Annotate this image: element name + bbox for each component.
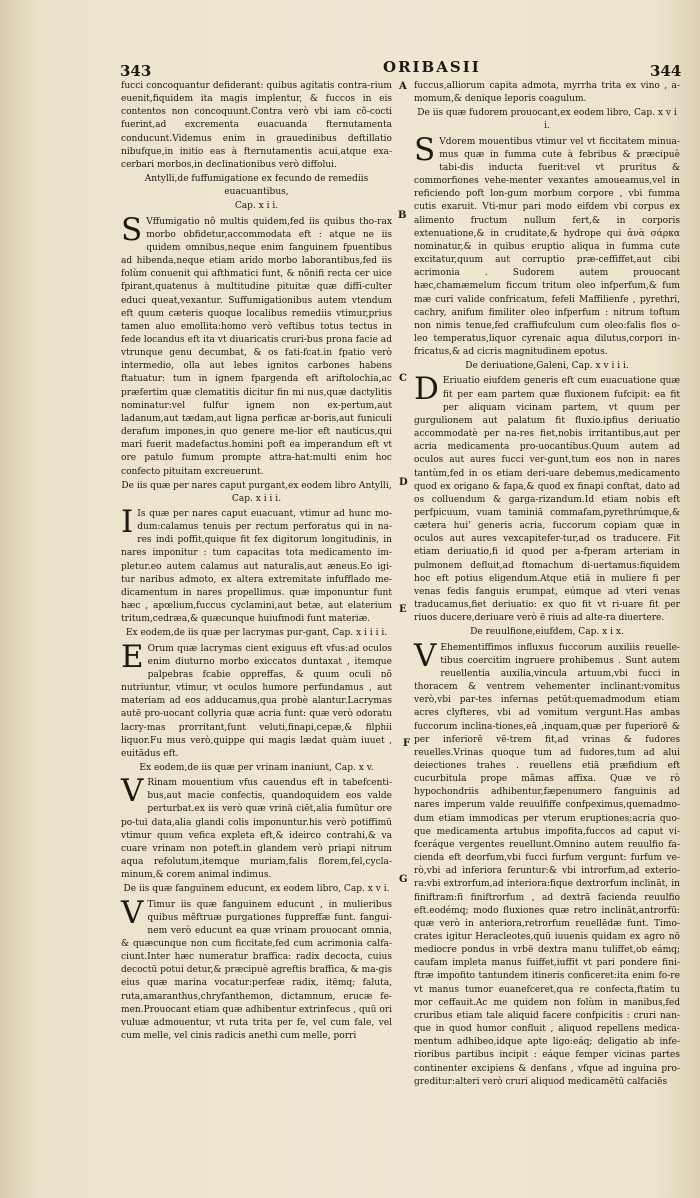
running-head: ORIBASII	[383, 58, 481, 76]
section-heading-nares: De iis quæ per nares caput purgant,ex eodem libro Antylli, Cap. x i i i.	[121, 480, 392, 504]
drop-cap-v: V	[121, 773, 144, 810]
section-heading-suffumigation: Antylli,de fuffumigatione ex fecundo de remediis euacuantibus,	[144, 174, 369, 198]
drop-cap-d: D	[414, 371, 439, 408]
paragraph-vrinam: Rinam mouentium vfus cauendus eft in tabefcenti-bus,aut macie confectis, quandoquidem eos valde perturbat.ex iis verò quæ vrinā ciēt,alia fumūtur ore po-tui data,alia glandi colis imponuntur.his verò potiffimū vtimur quum vefica expleta eft,& ideirco contrahi,& va cuare vrinam non poteft.in glandem verò priapi nitrum aqua refolutum,itemque muriam,falis florem,fel,cycla-minum,& corem animal indimus.	[121, 778, 392, 881]
drop-cap-v3: V	[414, 637, 437, 674]
section-heading-vrinam: Ex eodem,de iis quæ per vrinam inaniunt, Cap. x v.	[139, 762, 374, 773]
drop-cap-v2: V	[121, 894, 144, 931]
margin-letter-e: E	[399, 604, 407, 615]
margin-letter-c: C	[399, 373, 407, 384]
left-intro-paragraph: fucci concoquantur defiderant: quibus agitatis contra-rium euenit,fiquidem ita magis implentur, & fuccos in eis contentos non concoquunt.Contra verò vbi iam cõ-cocti fuerint,ad excrementa euacuanda fternutamenta conducunt.Videmus enim in grauedinibus deftillatio nibufque,in initio eas à fternutamentis acui,atque exa-cerbari morbos,in declinationibus verò diffolui.	[121, 81, 392, 170]
left-column	[121, 80, 392, 1043]
section-heading-sanguinem: De iis quæ fanguinem educunt, ex eodem libro, Cap. x v i.	[123, 884, 390, 895]
paragraph-suffumigation: Vffumigatio nõ multis quidem,fed iis quibus tho-rax morbo obfidetur,accommodata eft : atque ne iis quidem omnibus,neque enim fanguinem fpuentibus ad hibenda,neque etiam arido morbo laborantibus,fed iis folùm conuenit qui afthmatici funt, & nõnifi recta cer uice fpirant,quatenus à multitudine pituitæ quæ diffi-culter educi queat,vexantur. Suffumigationibus autem vtendum eft quum cæteris quoque localibus remediis vtimur,prius tamen aluo emollita:homo verò veftibus totus tectus in fede locandus eft ita vt diuaricatis cruri-bus prona facie ad vtrunque genu decumbat, & os fati-fcat.in fpatio verò intermedio, olla aut lebes ignitos carbones habens ftatuatur: tum in ignem fpargenda eft ariftolochia,ac præfertim quæ clematitis dicitur fin mi nus,quæ dactylitis nominatur:vel fulfur ignem non ex-pertum,aut ladanum,aut tædam,aut ligna perficæ ar-boris,aut funiculi derafum impones,in quo genere me-lior eft nauticus,qui mari fuerit madefactus.homini poft ea imperandum eft vt ore patulo fumum prompte attra-hat:multi enim hoc confecto pituitam excreuerunt.	[121, 216, 392, 477]
drop-cap-i: I	[121, 504, 134, 540]
drop-cap-e: E	[121, 638, 144, 675]
right-intro-paragraph: fuccus,alliorum capita admota, myrrha trita ex vino , a-momum,& denique leporis coagulum.	[414, 81, 680, 105]
page-number-right: 344	[650, 62, 682, 80]
drop-cap-s2: S	[414, 131, 436, 168]
margin-letter-d: D	[399, 477, 408, 488]
page-number-left: 343	[120, 62, 152, 80]
paragraph-sudorem: Vdorem mouentibus vtimur vel vt ficcitatem minua-mus quæ in fumma cute à febribus & præcipuè tabi-dis inducta fuerit:vel vt pruritus & commorfiones vehe-menter vexantes amoueamus,vel in reficiendo poft lon-gum morbum corpore , vbi fumma cutis exaruit. Vti-mur pari modo eifdem vbi corpus ex alimento fructum nullum fert,& in corporis extenuatione,& in cruditate,& hydrope qui ἀνὰ σάρκα nominatur,& in quibus eruptio aliqua in fumma cute excitatur,quum aut corruptio præ-ceffiffet,aut cibi acrimonia . Sudorem autem prouocant hæc,chamæmelum ficcum tritum oleo infperfum,& fum mæ curi valide confricatum, fefeli Maffilienfe , pyrethri, cachry, anifum fimiliter oleo infperfum : nitrum toftum non nimis tenue,fed craffiufculum cum oleo:falis flos o-leo temperatus,liquor cyrenaic aqua dilutus,corpori in-fricatus,& ad cicris magnitudinem epotus.	[414, 136, 680, 358]
margin-letter-b: B	[398, 210, 407, 221]
paragraph-lacrymas: Orum quæ lacrymas cient exiguus eft vfus:ad oculos enim diuturno morbo exiccatos duntaxat , itemque palpebras fcabie oppreffas, & quum oculi nõ nutriuntur, vtimur, vt oculos humore perfundamus , aut materiam ad eos adducamus,qua probè alantur.Lacrymas autē pro-uocant collyria quæ acria funt: quæ verò odoratu lacry-mas prorritant,funt veluti,finapi,cepæ,& filphii liquor.Fu mus verò,quippe qui magis lædat quàm iuuet , euitādus eft.	[121, 643, 392, 759]
right-column	[414, 80, 680, 1089]
paragraph-deriuatione: Eriuatio eiufdem generis eft cum euacuatione quæ fit per eam partem quæ fluxionem fufcipit: ea fit per aliquam vicinam partem, vt quum per gurgulionem aut palatum fit fluxio.ipfius deriuatio accommodatè per na-res fiet,nobis irritantibus,aut per acria medicamenta pro-uocantibus.Quum autem ad oculos aut aures fucci ver-gunt,tum eos non in nares tantùm,fed in os etiam deri-uare debemus,medicamento quod ex origano & fapa,& quod ex finapi conftat, dato ad os colluendum & garga-rizandum.Id etiam nobis eft perfpicuum, vuam taminiā commafam,pyrethrúmque,& cætera hui' generis acria, fuccorum copiam quæ in oculos aut aures vexcapitefer-tur,ad os traducere. Fit etiam deriuatio,fi id quod per a-fperam arteriam in pulmonem defluit,ad ftomachum di-uertamus:fiquidem hoc eft potius eligendum.Atque etiā in muliere fi per venas fedis fanguis erumpat, eúmque ad vteri venas traducamus,fiet deriuatio: ex quo fit vt ri-uare fit per riuos ducere,deriuare verò ē riuis ad alte-ra diuertere.	[414, 376, 680, 624]
section-heading-sudorem: De iis quæ fudorem prouocant,ex eodem libro, Cap. x v i i.	[417, 108, 677, 132]
chapter-number-12: Cap. x i i.	[234, 201, 279, 212]
margin-letter-g: G	[399, 874, 408, 885]
margin-letter-a: A	[399, 81, 407, 92]
paragraph-reuulsione: Ehementiffimos influxus fuccorum auxiliis reuelle-tibus coercitim ingruere prohibemus . Sunt autem reuellentia auxilia,vincula artuum,vbi fucci in thoracem & ventrem vehementer inclinant:vomitus verò,vbi par-tes infernas petūt:quemadmodum etiam acres clyfteres, vbi ad vomitum vergunt.Has ambas fuccorum inclina-tiones,eā ,inquam,quæ per fuperiorē & per inferiorē vē-trem fit,ad vrinas & fudores reuelles.Vrinas quoque tum ad fudores,tum ad alui deiectiones trahes . reuellens etiā præfidium eft cucurbitula prope mãmas affixa. Quæ ve rò hypochondriis adhibentur,fæpenumero fanguinis ad nares imperum valde reuulfiffe confpeximus,quemadmo-dum etiam immodicas per vterum eruptiones:acria quo-que medicamenta artubus impofita,fuccos ad caput vi-fceráque vergentes reuellunt.Omnino autem reuulfio fa-cienda eft deorfum,vbi fucci furfum vergunt: furfum ve-rò,vbi ad inferiora feruntur:& vbi introrfum,ad exterio-ra:vbi extrorfum,ad interiora:fique dextrorfum inclināt, in finiftram:fi finiftrorfum , ad dextrā facienda reuulfio eft.eodémq; modo fluxiones quæ retro inclināt,antrorfū: quæ verò in anteriora,retrorfum reuellēdæ funt. Timo-crates igitur Heracleotes,quū iuuenis quidam ex agro nō mediocre pondus in vrbē dextra manu tuliffet,ob eámq; caufam impleta manus fuiffet,iuffit vt pari pondere fini-ftræ impofito tantundem itineris conficeret:ita enim fo-re vt manus tumor euanefceret,qua re confecta,ftatim tu mor ceffauit.Ac me quidem non folùm in manibus,fed cruribus etiam tale aliquid facere confpicitis : cruri nan-que in quod humor confluit , aliquod repellens medica-mentum adhibeo,idque apte ligo:eáq; deligatio ab infe-rioribus partibus incipit : eáque femper vicinas partes continenter excipiens & denfans , vfque ad inguina pro-greditur:alteri verò cruri aliquod medicamētū calfaciēs	[414, 642, 680, 1087]
paragraph-sanguinem: Timur iis quæ fanguinem educunt , in mulieribus quibus mẽftruæ purgationes fuppreffæ funt. fangui-nem verò educunt ea quæ vrinam prouocant omnia, & quæcunque non cum ficcitate,fed cum acrimonia calfa-ciunt.Inter hæc numeratur braffica: radix decocta, cuius decoctū potui detur,& præcipuè agreftis braffica, & ma-gis eius quæ marina vocatur:perfeæ radix, itēmq; faluta, ruta,amaranthus,chryfanthemon, dictamnum, erucæ fe-men.Prouocant etiam quæ adhibentur extrinfecus , quū ori vuluæ admouentur, vt ruta trita per fe, vel cum fale, vel cum melle, vel cinis radicis anethi cum melle, porri	[121, 899, 392, 1042]
drop-cap-s: S	[121, 211, 143, 248]
section-heading-deriuatione: De deriuatione,Galeni, Cap. x v i i i.	[465, 361, 629, 372]
section-heading-reuulsione: De reuulfione,eiufdem, Cap. x i x.	[470, 627, 624, 638]
margin-letter-f: F	[403, 738, 411, 749]
section-heading-lacrymas: Ex eodem,de iis quæ per lacrymas pur-gant, Cap. x i i i i.	[125, 628, 388, 639]
paragraph-nares: Is quæ per nares caput euacuant, vtimur ad hunc mo-dum:calamus tenuis per rectum perforatus qui in na-res indi poffit,quique fit fex digitorum longitudinis, in nares imponitur : tum capacitas tota medicamento im-pletur.eo autem calamus aut naturalis,aut æneus.Eo igi-tur naribus admoto, ex altera extremitate infufflado me-dicamentum in nares propellimus. quæ imponuntur funt hæc , apœlium,fuccus cyclamini,aut betæ, aut elaterium tritum,cedræa,& quæcunque huiufmodi funt materiæ.	[121, 509, 392, 625]
